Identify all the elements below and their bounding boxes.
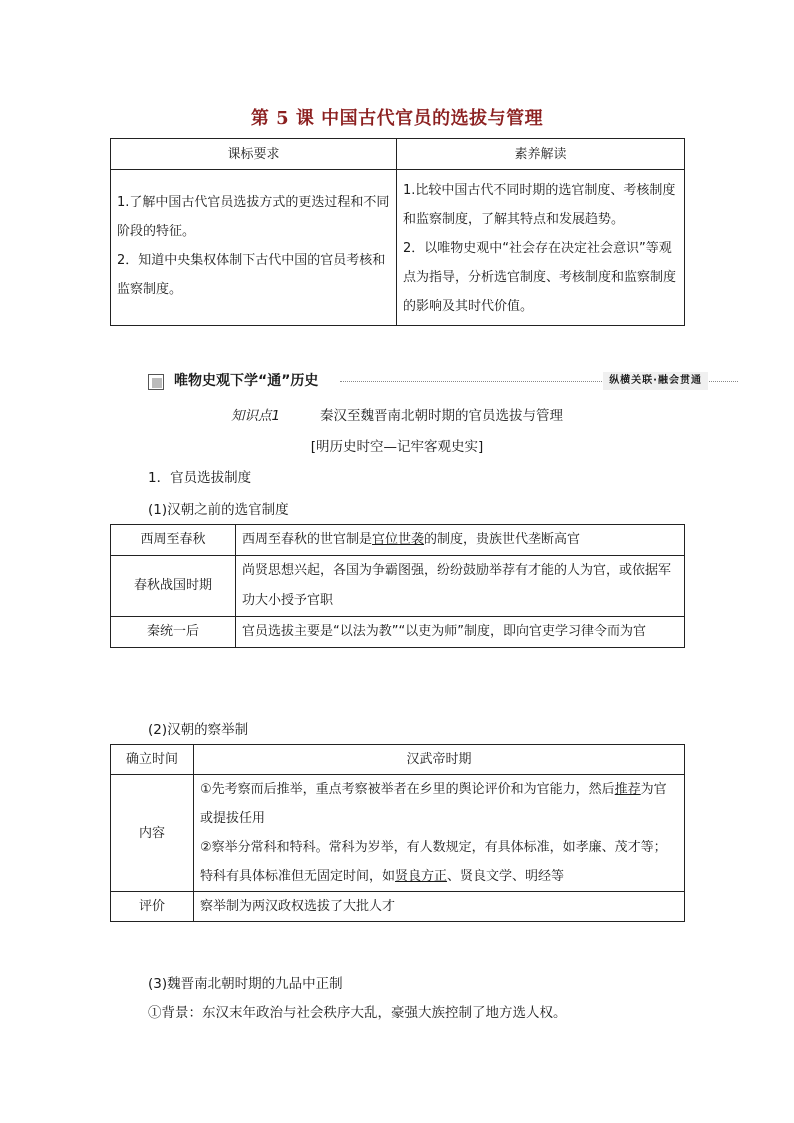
content-item: ①先考察而后推举，重点考察被举者在乡里的舆论评价和为官能力，然后推荐为官或提拔任用 bbox=[200, 782, 667, 826]
heading-nine-rank-system: (3)魏晋南北朝时期的九品中正制 bbox=[148, 976, 343, 992]
key-cell: 确立时间 bbox=[111, 745, 194, 775]
knowledge-point-subtitle: [明历史时空—记牢客观史实] bbox=[310, 439, 484, 455]
period-cell: 秦统一后 bbox=[111, 617, 236, 648]
description-cell: 官员选拔主要是“以法为教”“以吏为师”制度，即向官吏学习律令而为官 bbox=[236, 617, 685, 648]
section-banner bbox=[148, 371, 708, 393]
value-cell: 察举制为两汉政权选拔了大批人才 bbox=[194, 892, 685, 922]
table-row bbox=[111, 617, 685, 648]
knowledge-point-label: 知识点1 bbox=[230, 408, 281, 424]
background-paragraph: ①背景：东汉末年政治与社会秩序大乱，豪强大族控制了地方选人权。 bbox=[148, 1005, 567, 1021]
key-term: 贤良方正 bbox=[395, 869, 448, 884]
literacy-item: 1.比较中国古代不同时期的选官制度、考核制度和监察制度，了解其特点和发展趋势。 bbox=[403, 183, 676, 227]
standards-table bbox=[110, 138, 685, 326]
heading-selection-system: 1．官员选拔制度 bbox=[148, 470, 252, 486]
header-literacy: 素养解读 bbox=[397, 139, 685, 170]
period-cell: 春秋战国时期 bbox=[111, 556, 236, 617]
banner-title: 唯物史观下学“通”历史 bbox=[174, 373, 319, 389]
standard-item: 1.了解中国古代官员选拔方式的更迭过程和不同阶段的特征。 bbox=[117, 195, 390, 239]
han-recommendation-table bbox=[110, 744, 685, 922]
literacy-item: 2．以唯物史观中“社会存在决定社会意识”等观点为指导，分析选官制度、考核制度和监察制度的影响及其时代价值。 bbox=[403, 241, 677, 314]
table-row bbox=[111, 556, 685, 617]
standard-item: 2．知道中央集权体制下古代中国的官员考核和监察制度。 bbox=[117, 253, 386, 297]
banner-tag: 纵横关联·融会贯通 bbox=[603, 372, 708, 390]
description-cell: 尚贤思想兴起，各国为争霸图强，纷纷鼓励举荐有才能的人为官，或依据军功大小授予官职 bbox=[236, 556, 685, 617]
value-cell: 汉武帝时期 bbox=[194, 745, 685, 775]
key-term: 官位世袭 bbox=[372, 532, 425, 547]
header-standards: 课标要求 bbox=[111, 139, 397, 170]
page-title: 第 5 课 中国古代官员的选拔与管理 bbox=[250, 108, 544, 129]
heading-han-recommendation: (2)汉朝的察举制 bbox=[148, 722, 249, 738]
period-cell: 西周至春秋 bbox=[111, 525, 236, 556]
table-row bbox=[111, 170, 685, 326]
table-row bbox=[111, 525, 685, 556]
knowledge-point-title: 秦汉至魏晋南北朝时期的官员选拔与管理 bbox=[320, 408, 564, 424]
table-header-row bbox=[111, 139, 685, 170]
content-item: ②察举分常科和特科。常科为岁举，有人数规定，有具体标准，如孝廉、茂才等；特科有具体标准但无固定时间，如贤良方正、贤良文学、明经等 bbox=[200, 840, 667, 884]
knowledge-point-heading bbox=[0, 406, 794, 426]
description-cell: 西周至春秋的世官制是官位世袭的制度，贵族世代垄断高官 bbox=[236, 525, 685, 556]
key-term: 推荐 bbox=[614, 782, 641, 797]
table-row bbox=[111, 745, 685, 775]
table-row bbox=[111, 892, 685, 922]
heading-pre-han: (1)汉朝之前的选官制度 bbox=[148, 502, 289, 518]
square-shadow-icon bbox=[152, 378, 162, 388]
key-cell: 评价 bbox=[111, 892, 194, 922]
pre-han-table bbox=[110, 524, 685, 648]
literacy-cell bbox=[397, 170, 685, 326]
standards-cell bbox=[111, 170, 397, 326]
table-row bbox=[111, 775, 685, 892]
key-cell: 内容 bbox=[111, 775, 194, 892]
value-cell bbox=[194, 775, 685, 892]
